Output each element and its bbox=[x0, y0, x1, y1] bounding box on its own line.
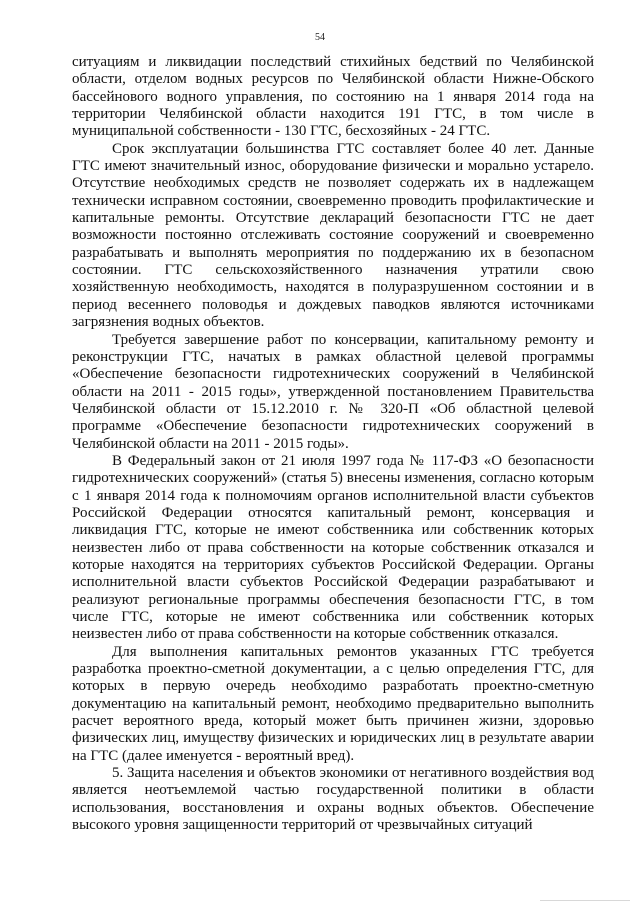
page-body bbox=[72, 54, 594, 834]
scan-edge-mark bbox=[540, 900, 630, 901]
paragraph-service-life: Срок эксплуатации большинства ГТС составляет более 40 лет. Данные ГТС имеют значительный износ, оборудование физически и морально устарело. Отсутствие необходимых средств не позволяет содержать их в надлежащем технически исправном состоянии, своевременно проводить профилактические и капитальные ремонты. Отсутствие деклараций безопасности ГТС не дает возможности постоянно отслеживать состояние сооружений и своевременно разрабатывать и выполнять мероприятия по поддержанию их в безопасном состоянии. ГТС сельскохозяйственного назначения утратили свою хозяйственную необходимость, находятся в полуразрушенном состоянии и в период весеннего половодья и дождевых паводков являются источниками загрязнения водных объектов. bbox=[72, 140, 594, 331]
paragraph-flood-protection: 5. Защита населения и объектов экономики от негативного воздействия вод является неотъемлемой частью государственной политики в области использования, восстановления и охраны водных объектов. Обеспечение высокого уровня защищенности территорий от чрезвычайных ситуаций bbox=[72, 765, 594, 834]
paragraph-federal-law: В Федеральный закон от 21 июля 1997 года № 117-ФЗ «О безопасности гидротехнических сооружений» (статья 5) внесены изменения, согласно которым с 1 января 2014 года к полномочиям органов исполнительной власти субъектов Российской Федерации относятся капитальный ремонт, консервация и ликвидация ГТС, которые не имеют собственника или собственник которых неизвестен либо от права собственности на которые собственник отказался и которые находятся на территориях субъектов Российской Федерации. Органы исполнительной власти субъектов Российской Федерации разрабатывают и реализуют региональные программы обеспечения безопасности ГТС, в том числе ГТС, которые не имеют собственника или собственник которых неизвестен либо от права собственности на которые собственник отказался. bbox=[72, 452, 594, 643]
paragraph-continued: ситуациям и ликвидации последствий стихийных бедствий по Челябинской области, отделом водных ресурсов по Челябинской области Нижне-Обского бассейнового водного управления, по состоянию на 1 января 2014 года на территории Челябинской области находится 191 ГТС, в том числе в муниципальной собственности - 130 ГТС, бесхозяйных - 24 ГТС. bbox=[72, 54, 594, 140]
page-number: 54 bbox=[315, 32, 325, 43]
paragraph-capital-repairs: Для выполнения капитальных ремонтов указанных ГТС требуется разработка проектно-сметной документации, а с целью определения ГТС, для которых в первую очередь необходимо разработать проектно-сметную документацию на капитальный ремонт, необходимо предварительно выполнить расчет вероятного вреда, который может быть причинен жизни, здоровью физических лиц, имуществу физических и юридических лиц в результате аварии на ГТС (далее именуется - вероятный вред). bbox=[72, 643, 594, 764]
paragraph-program-completion: Требуется завершение работ по консервации, капитальному ремонту и реконструкции ГТС, начатых в рамках областной целевой программы «Обеспечение безопасности гидротехнических сооружений в Челябинской области на 2011 - 2015 годы», утвержденной постановлением Правительства Челябинской области от 15.12.2010 г. № 320-П «Об областной целевой программе «Обеспечение безопасности гидротехнических сооружений в Челябинской области на 2011 - 2015 годы». bbox=[72, 331, 594, 452]
